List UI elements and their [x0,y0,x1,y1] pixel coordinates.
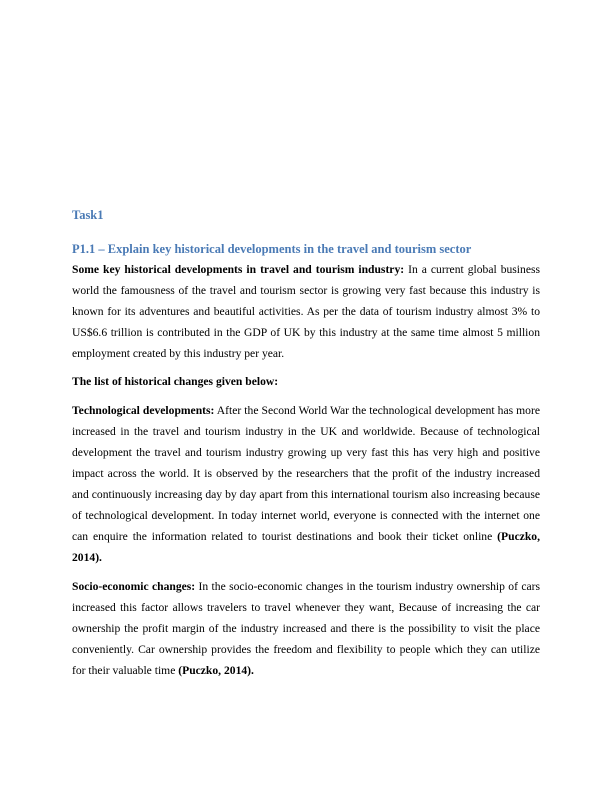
task-heading: Task1 [72,208,104,222]
technological-lead: Technological developments: [72,404,215,417]
intro-text: In a current global business world the famousness of the travel and tourism sector is growing very fast because this industry is known for its adventures and beautiful activities. As per the data of tourism industry almost 3% to US$6.6 trillion is contributed in the GDP of UK by this industry at the same time almost 5 million employment created by this industry per year. [72,263,540,360]
socio-economic-lead: Socio-economic changes: [72,580,196,593]
section-heading: P1.1 – Explain key historical developments in the travel and tourism sector [72,242,472,256]
technological-text: After the Second World War the technological development has more increased in the travel and tourism industry in the UK and worldwide. Because of technological development the travel and tourism industry growing up very fast this has very high and positive impact across the world. It is observed by the researchers that the profit of the industry increased and continuously increasing day by day apart from this international tourism also increasing because of technological development. In today internet world, everyone is connected with the internet one can enquire the information related to tourist destinations and book their ticket online [72,404,540,543]
socio-economic-citation: (Puczko, 2014). [178,664,254,677]
technological-paragraph [72,400,540,568]
technological-citation: (Puczko, 2014). [72,530,540,564]
intro-lead: Some key historical developments in travel and tourism industry: [72,263,405,276]
socio-economic-text: In the socio-economic changes in the tourism industry ownership of cars increased this factor allows travelers to travel whenever they want, Because of increasing the car ownership the profit margin of the industry increased and there is the possibility to visit the place conveniently. Car ownership provides the freedom and flexibility to people which they can utilize for their valuable time [72,580,540,677]
list-heading: The list of historical changes given below: [72,375,279,388]
document-page [72,205,540,689]
intro-paragraph [72,259,540,364]
socio-economic-paragraph [72,576,540,681]
